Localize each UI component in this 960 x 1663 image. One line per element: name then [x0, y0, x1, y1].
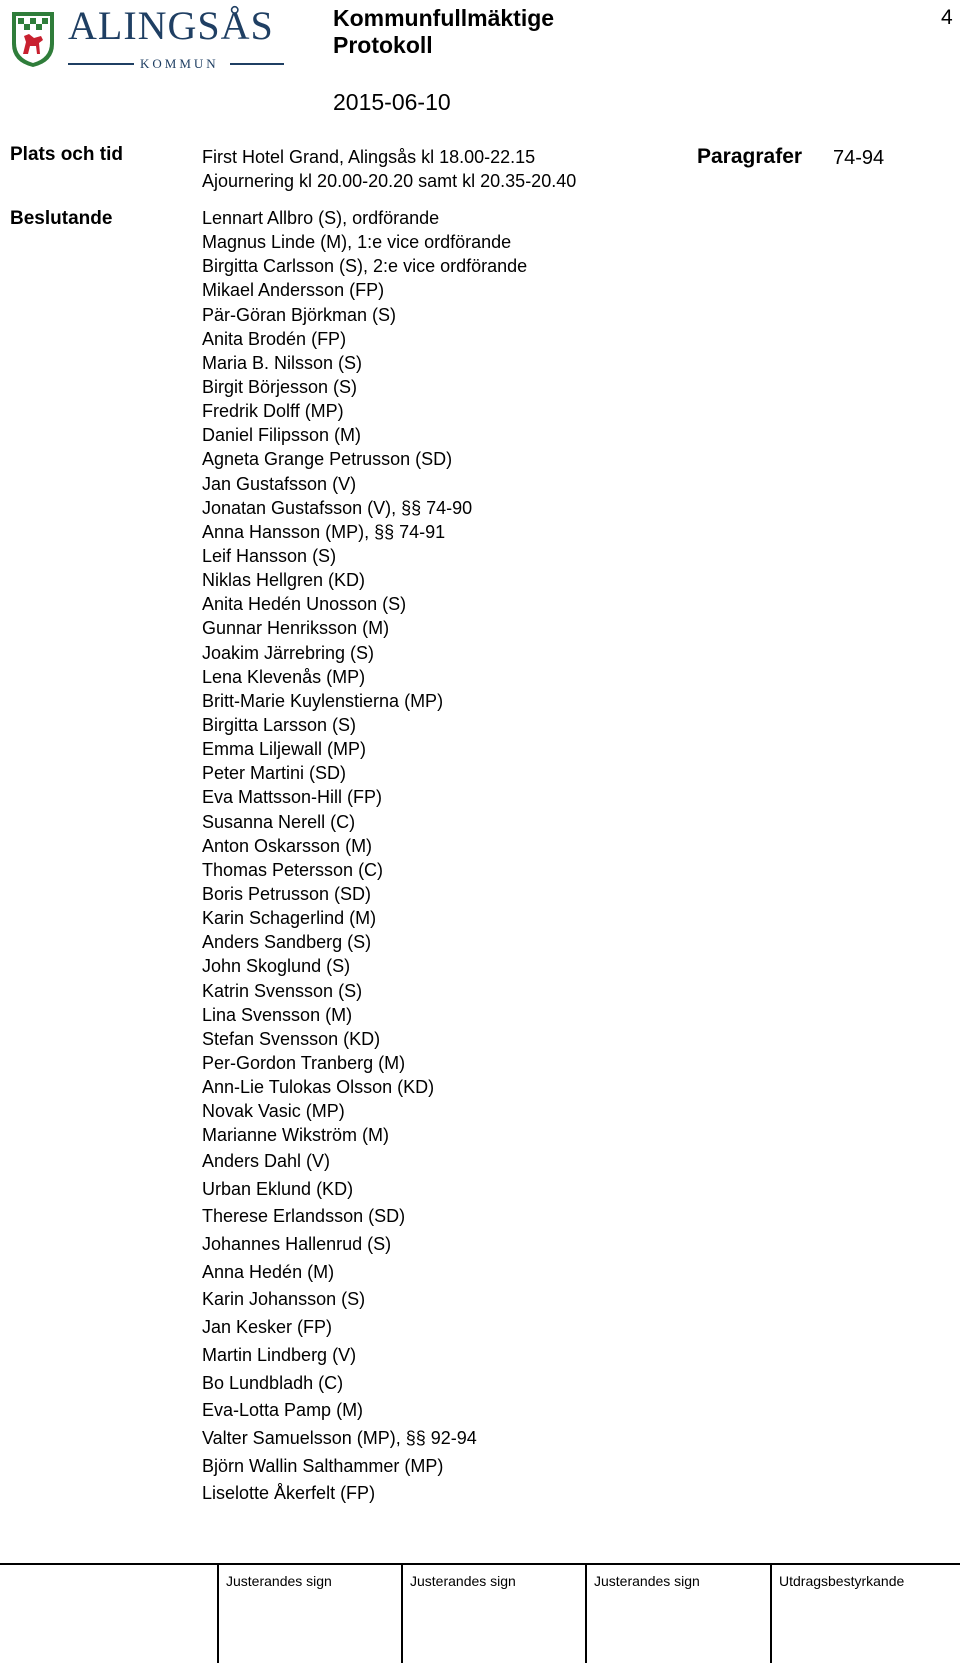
- member-item: Lina Svensson (M): [202, 1004, 353, 1025]
- member-item: Katrin Svensson (S): [202, 980, 363, 1001]
- member-item: Eva Mattsson-Hill (FP): [202, 787, 383, 808]
- signature-field-1: Justerandes sign: [226, 1573, 332, 1589]
- logo-rule-right: [230, 63, 284, 65]
- member-item: Daniel Filipsson (M): [202, 425, 362, 446]
- member-item: Jonatan Gustafsson (V), §§ 74-90: [202, 497, 473, 518]
- plats-line-1: First Hotel Grand, Alingsås kl 18.00-22.15: [202, 147, 536, 167]
- utdragsbestyrkande-field: Utdragsbestyrkande: [779, 1573, 905, 1589]
- member-item: Anna Hansson (MP), §§ 74-91: [202, 521, 446, 542]
- beslutande-label: Beslutande: [10, 208, 113, 229]
- member-item: Anders Dahl (V): [202, 1151, 331, 1171]
- logo-subtitle: KOMMUN: [140, 56, 219, 71]
- member-item: Birgit Börjesson (S): [202, 376, 358, 397]
- plats-line-2: Ajournering kl 20.00-20.20 samt kl 20.35-20.40: [202, 171, 577, 191]
- member-item: Anita Hedén Unosson (S): [202, 594, 407, 615]
- member-item: Johannes Hallenrud (S): [202, 1234, 392, 1255]
- logo-wordmark: ALINGSÅS: [68, 3, 274, 48]
- footer-column-divider: [401, 1563, 403, 1663]
- signature-field-2: Justerandes sign: [410, 1573, 516, 1589]
- member-item: Anton Oskarsson (M): [202, 835, 373, 856]
- member-item: Pär-Göran Björkman (S): [202, 304, 397, 325]
- member-item: Valter Samuelsson (MP), §§ 92-94: [202, 1427, 477, 1448]
- member-item: Karin Johansson (S): [202, 1289, 366, 1310]
- signature-field-3: Justerandes sign: [594, 1573, 700, 1589]
- footer-column-divider: [770, 1563, 772, 1663]
- member-item: Susanna Nerell (C): [202, 811, 356, 832]
- member-item: Björn Wallin Salthammer (MP): [202, 1455, 444, 1476]
- member-item: Novak Vasic (MP): [202, 1101, 345, 1122]
- logo-rule-left: [68, 63, 134, 65]
- member-item: Birgitta Larsson (S): [202, 714, 357, 735]
- member-item: Liselotte Åkerfelt (FP): [202, 1483, 376, 1504]
- document-title: Kommunfullmäktige: [333, 5, 555, 31]
- paragrafer-label: Paragrafer: [697, 145, 803, 168]
- member-item: Magnus Linde (M), 1:e vice ordförande: [202, 232, 512, 253]
- paragrafer-value: 74-94: [833, 147, 885, 169]
- member-item: Mikael Andersson (FP): [202, 280, 385, 301]
- member-item: Martin Lindberg (V): [202, 1344, 357, 1365]
- member-item: Maria B. Nilsson (S): [202, 352, 363, 373]
- page-number: 4: [941, 6, 953, 29]
- member-item: Jan Kesker (FP): [202, 1317, 333, 1338]
- member-item: Marianne Wikström (M): [202, 1125, 390, 1146]
- document-subtitle: Protokoll: [333, 32, 433, 58]
- member-item: Ann-Lie Tulokas Olsson (KD): [202, 1077, 435, 1098]
- member-item: Stefan Svensson (KD): [202, 1028, 381, 1049]
- coat-of-arms-icon: [10, 10, 56, 68]
- member-item: Peter Martini (SD): [202, 763, 347, 784]
- member-item: Thomas Petersson (C): [202, 859, 384, 880]
- member-item: Therese Erlandsson (SD): [202, 1206, 406, 1227]
- document-date: 2015-06-10: [333, 89, 451, 115]
- plats-label: Plats och tid: [10, 144, 123, 165]
- member-item: Fredrik Dolff (MP): [202, 401, 344, 422]
- member-item: John Skoglund (S): [202, 956, 351, 977]
- footer-divider: [0, 1563, 960, 1565]
- member-item: Gunnar Henriksson (M): [202, 618, 390, 639]
- member-item: Agneta Grange Petrusson (SD): [202, 449, 453, 470]
- member-item: Anita Brodén (FP): [202, 328, 347, 349]
- member-item: Bo Lundbladh (C): [202, 1372, 344, 1393]
- member-item: Boris Petrusson (SD): [202, 883, 372, 904]
- member-item: Britt-Marie Kuylenstierna (MP): [202, 690, 444, 711]
- member-item: Anna Hedén (M): [202, 1261, 335, 1282]
- member-item: Niklas Hellgren (KD): [202, 570, 366, 591]
- member-item: Urban Eklund (KD): [202, 1178, 354, 1199]
- member-list: [202, 206, 527, 1147]
- member-item: Per-Gordon Tranberg (M): [202, 1052, 406, 1073]
- footer-column-divider: [217, 1563, 219, 1663]
- member-item: Birgitta Carlsson (S), 2:e vice ordförande: [202, 256, 528, 277]
- member-item: Lena Klevenås (MP): [202, 666, 366, 687]
- member-list-secondary: [202, 1148, 477, 1508]
- footer-column-divider: [585, 1563, 587, 1663]
- member-item: Karin Schagerlind (M): [202, 908, 377, 929]
- member-item: Anders Sandberg (S): [202, 932, 372, 953]
- member-item: Eva-Lotta Pamp (M): [202, 1400, 364, 1421]
- member-item: Joakim Järrebring (S): [202, 642, 375, 663]
- member-item: Emma Liljewall (MP): [202, 739, 367, 760]
- member-item: Jan Gustafsson (V): [202, 473, 357, 494]
- member-item: Leif Hansson (S): [202, 545, 337, 566]
- member-item: Lennart Allbro (S), ordförande: [202, 208, 440, 228]
- municipality-logo: [10, 4, 285, 70]
